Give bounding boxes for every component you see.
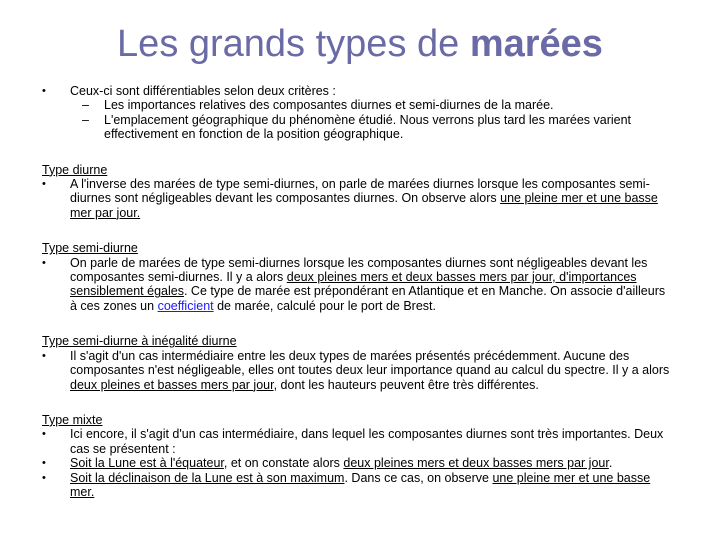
intro-subitem-text: Les importances relatives des composantes diurnes et semi-diurnes de la marée. [104,98,554,113]
inegalite-emphasis: deux pleines et basses mers par jour [70,377,274,392]
page-title-emphasis: marées [469,23,603,65]
mixte-case-2: Soit la déclinaison de la Lune est à son maximum [70,470,345,485]
mixte-case-1: Soit la Lune est à l'équateur [70,456,224,471]
bullet-icon: • [42,256,46,269]
section-heading-inegalite: Type semi-diurne à inégalité diurne [42,334,237,349]
bullet-icon: • [42,178,46,191]
section-heading-diurne: Type diurne [42,162,108,177]
diurne-emphasis: une pleine mer et une basse mer par jour. [70,191,658,220]
slide-content [42,84,674,499]
mixte-text-3: . [608,456,613,471]
bullet-icon: • [42,457,46,470]
mixte-text: Ici encore, il s'agit d'un cas intermédiaire, dans lequel les composantes diurnes sont très importantes. Deux cas se présentent : [70,427,664,456]
inegalite-item [42,349,674,392]
inegalite-text-2: , dont les hauteurs peuvent être très différentes. [273,377,539,392]
mixte-item [42,427,674,456]
mixte-text-2: , et on constate alors [223,456,344,471]
intro-subitem-text: L'emplacement géographique du phénomène étudié. Nous verrons plus tard les marées varient effectivement en fonction de la position géographique. [104,112,632,142]
inegalite-text: Il s'agit d'un cas intermédiaire entre les deux types de marées présentés précédemment. Aucune des composantes n'est négligeable, elles ont toutes deux leur importance quand au calcul du spectre. Il y a alors [70,348,670,378]
intro-item [42,84,674,98]
section-heading-mixte: Type mixte [42,412,103,427]
coefficient-link[interactable]: coefficient [157,298,214,313]
bullet-icon: • [42,471,46,484]
semi-diurne-text-2: . Ce type de marée est prépondérant en Atlantique et en Manche. On associe d'ailleurs à ces zones un [70,284,666,313]
intro-subitem [42,98,674,112]
intro-text: Ceux-ci sont différentiables selon deux critères : [70,84,336,98]
bullet-icon: • [42,85,46,97]
dash-icon: – [82,98,89,113]
section-heading-semi-diurne: Type semi-diurne [42,241,138,256]
dash-icon: – [82,112,89,127]
mixte-item [42,471,674,500]
mixte-item [42,456,674,470]
diurne-text: A l'inverse des marées de type semi-diurnes, on parle de marées diurnes lorsque les composantes semi-diurnes sont négligeables devant les composantes diurnes. On observe alors [70,177,650,206]
semi-diurne-item [42,256,674,314]
intro-subitem [42,113,674,142]
mixte-emphasis-1: deux pleines mers et deux basses mers par jour [343,456,609,471]
semi-diurne-text: On parle de marées de type semi-diurnes lorsque les composantes diurnes sont négligeables devant les composantes semi-diurnes. Il y a alors [70,255,648,285]
mixte-emphasis-2: une pleine mer et une basse mer. [70,470,651,499]
diurne-item [42,177,674,220]
bullet-icon: • [42,428,46,441]
bullet-icon: • [42,349,46,362]
mixte-text-4: . Dans ce cas, on observe [344,470,493,485]
semi-diurne-emphasis: deux pleines mers et deux basses mers par jour, d'importances sensiblement égales [70,270,637,299]
semi-diurne-text-3: de marée, calculé pour le port de Brest. [213,298,436,313]
page-title: Les grands types de marées [117,23,603,65]
